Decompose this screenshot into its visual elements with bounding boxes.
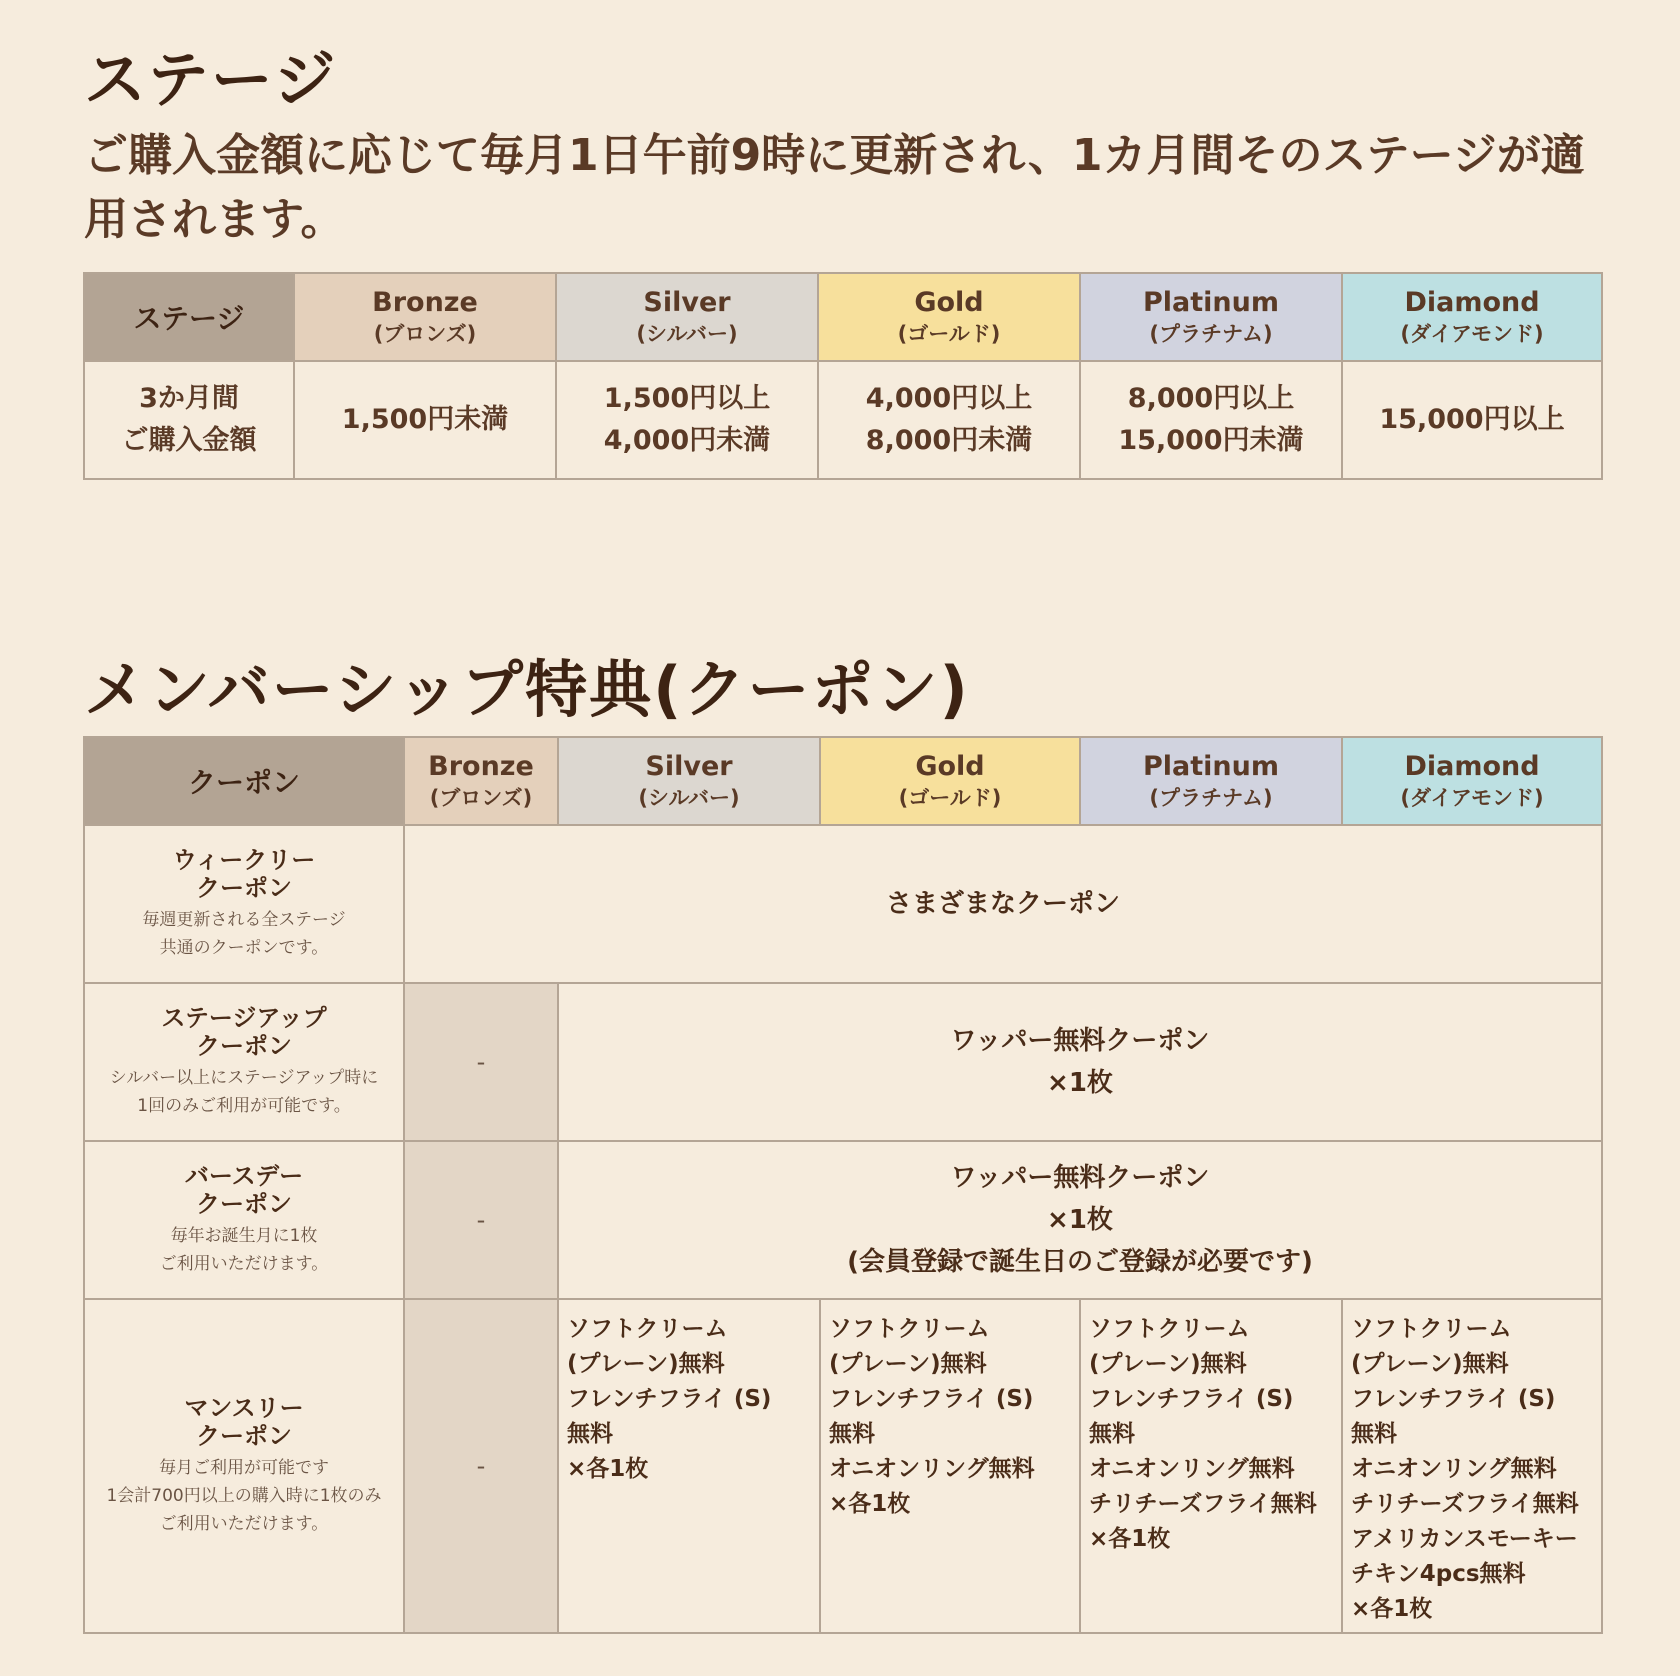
benefit-line: ×各1枚 [1089, 1526, 1171, 1552]
coupon-note: シルバー以上にステージアップ時に [109, 1068, 379, 1088]
weekly-coupon-row [84, 825, 1602, 983]
stageup-coupon-label [84, 983, 404, 1141]
benefit-line: チリチーズフライ無料 [1089, 1491, 1317, 1517]
coupon-header-label: クーポン [84, 737, 404, 825]
stage-header-row [84, 273, 1602, 361]
coupon-name: バースデー [184, 1162, 304, 1190]
birthday-coupon-row [84, 1141, 1602, 1299]
weekly-coupon-value: さまざまなクーポン [404, 825, 1602, 983]
benefit-line: 無料 [1351, 1421, 1397, 1447]
value-line: ×1枚 [1047, 1068, 1113, 1098]
amount-platinum [1080, 361, 1342, 479]
amount-gold [818, 361, 1080, 479]
benefit-line: オニオンリング無料 [1351, 1456, 1557, 1482]
monthly-gold-value [820, 1299, 1080, 1633]
benefit-line: フレンチフライ (S) [829, 1386, 1034, 1412]
tier-header-gold [820, 737, 1080, 825]
tier-sub: (シルバー) [636, 322, 738, 346]
tier-name: Diamond [1404, 287, 1540, 318]
tier-sub: (ゴールド) [898, 786, 1002, 810]
tier-header-diamond [1342, 737, 1602, 825]
monthly-silver-value [558, 1299, 820, 1633]
amount-line: 4,000円未満 [603, 425, 771, 456]
tier-header-platinum [1080, 273, 1342, 361]
benefit-line: フレンチフライ (S) [1089, 1386, 1294, 1412]
coupon-note: 毎月ご利用が可能です [159, 1458, 329, 1478]
tier-name: Bronze [372, 287, 478, 318]
purchase-amount-label [84, 361, 294, 479]
amount-line: 8,000円以上 [1127, 383, 1295, 414]
benefit-line: 無料 [1089, 1421, 1135, 1447]
label-line: 3か月間 [139, 383, 239, 414]
coupon-note: 毎週更新される全ステージ [142, 910, 346, 930]
tier-header-bronze [294, 273, 556, 361]
coupon-note: ご利用いただけます。 [159, 1254, 329, 1274]
monthly-coupon-row [84, 1299, 1602, 1633]
stage-title: ステージ [84, 43, 338, 116]
amount-line: 4,000円以上 [865, 383, 1033, 414]
benefit-line: フレンチフライ (S) [1351, 1386, 1556, 1412]
benefit-line: (プレーン)無料 [1351, 1351, 1509, 1377]
stage-description: ご購入金額に応じて毎月1日午前9時に更新され、1カ月間そのステージが適用されます。 [84, 130, 1585, 245]
coupon-name: クーポン [196, 1422, 292, 1450]
benefit-title: メンバーシップ特典(クーポン) [84, 653, 970, 726]
tier-sub: (ブロンズ) [429, 786, 533, 810]
stageup-coupon-value [558, 983, 1602, 1141]
benefit-line: ソフトクリーム [1351, 1316, 1512, 1342]
value-line: ワッパー無料クーポン [950, 1026, 1210, 1056]
tier-name: Silver [645, 751, 733, 782]
coupon-note: 1会計700円以上の購入時に1枚のみ [106, 1486, 382, 1506]
monthly-platinum-value [1080, 1299, 1342, 1633]
coupon-name: クーポン [196, 1032, 292, 1060]
coupon-header-row [84, 737, 1602, 825]
benefit-line: (プレーン)無料 [829, 1351, 987, 1377]
amount-line: 1,500円以上 [603, 383, 771, 414]
amount-line: 15,000円以上 [1379, 404, 1565, 435]
amount-diamond [1342, 361, 1602, 479]
coupon-note: 1回のみご利用が可能です。 [137, 1096, 351, 1116]
label-line: ご購入金額 [121, 425, 257, 456]
tier-sub: (シルバー) [638, 786, 740, 810]
benefit-line: ソフトクリーム [1089, 1316, 1250, 1342]
coupon-name: マンスリー [184, 1394, 304, 1422]
coupon-note: ご利用いただけます。 [159, 1514, 329, 1534]
tier-sub: (ダイアモンド) [1400, 322, 1544, 346]
tier-sub: (ブロンズ) [373, 322, 477, 346]
benefit-line: ソフトクリーム [567, 1316, 728, 1342]
tier-name: Bronze [428, 751, 534, 782]
tier-name: Gold [915, 751, 985, 782]
monthly-coupon-label [84, 1299, 404, 1633]
benefit-line: チリチーズフライ無料 [1351, 1491, 1579, 1517]
tier-name: Platinum [1142, 287, 1279, 318]
tier-header-platinum [1080, 737, 1342, 825]
coupon-note: 毎年お誕生月に1枚 [170, 1226, 318, 1246]
birthday-coupon-label [84, 1141, 404, 1299]
benefit-line: ×各1枚 [1351, 1596, 1433, 1622]
monthly-diamond-value [1342, 1299, 1602, 1633]
benefit-line: 無料 [829, 1421, 875, 1447]
benefit-line: ×各1枚 [829, 1491, 911, 1517]
amount-line: 1,500円未満 [341, 404, 509, 435]
birthday-bronze-value: - [404, 1141, 558, 1299]
benefit-line: フレンチフライ (S) [567, 1386, 772, 1412]
value-line: (会員登録で誕生日のご登録が必要です) [847, 1247, 1313, 1277]
amount-bronze [294, 361, 556, 479]
coupon-name: クーポン [196, 874, 292, 902]
stageup-bronze-value: - [404, 983, 558, 1141]
coupon-table [83, 736, 1603, 1634]
purchase-amount-row [84, 361, 1602, 479]
monthly-bronze-value: - [404, 1299, 558, 1633]
tier-name: Diamond [1404, 751, 1540, 782]
value-line: ×1枚 [1047, 1205, 1113, 1235]
benefit-line: ソフトクリーム [829, 1316, 990, 1342]
value-line: ワッパー無料クーポン [950, 1163, 1210, 1193]
tier-header-silver [558, 737, 820, 825]
benefit-line: 無料 [567, 1421, 613, 1447]
amount-silver [556, 361, 818, 479]
tier-header-bronze [404, 737, 558, 825]
tier-header-silver [556, 273, 818, 361]
coupon-name: ウィークリー [172, 846, 316, 874]
tier-name: Gold [914, 287, 984, 318]
tier-sub: (プラチナム) [1149, 322, 1273, 346]
benefit-line: アメリカンスモーキー [1351, 1526, 1578, 1552]
benefit-line: オニオンリング無料 [829, 1456, 1035, 1482]
tier-name: Platinum [1142, 751, 1279, 782]
tier-header-diamond [1342, 273, 1602, 361]
stage-table [83, 272, 1603, 480]
benefit-line: (プレーン)無料 [567, 1351, 725, 1377]
benefit-line: チキン4pcs無料 [1351, 1561, 1526, 1587]
coupon-note: 共通のクーポンです。 [159, 938, 329, 958]
benefit-line: ×各1枚 [567, 1456, 649, 1482]
amount-line: 15,000円未満 [1118, 425, 1304, 456]
benefit-line: (プレーン)無料 [1089, 1351, 1247, 1377]
weekly-coupon-label [84, 825, 404, 983]
birthday-coupon-value [558, 1141, 1602, 1299]
coupon-name: クーポン [196, 1190, 292, 1218]
tier-sub: (ゴールド) [897, 322, 1001, 346]
benefit-line: オニオンリング無料 [1089, 1456, 1295, 1482]
coupon-name: ステージアップ [161, 1004, 327, 1032]
tier-sub: (プラチナム) [1149, 786, 1273, 810]
amount-line: 8,000円未満 [865, 425, 1033, 456]
tier-header-gold [818, 273, 1080, 361]
stageup-coupon-row [84, 983, 1602, 1141]
tier-name: Silver [643, 287, 731, 318]
stage-header-label: ステージ [84, 273, 294, 361]
tier-sub: (ダイアモンド) [1400, 786, 1544, 810]
